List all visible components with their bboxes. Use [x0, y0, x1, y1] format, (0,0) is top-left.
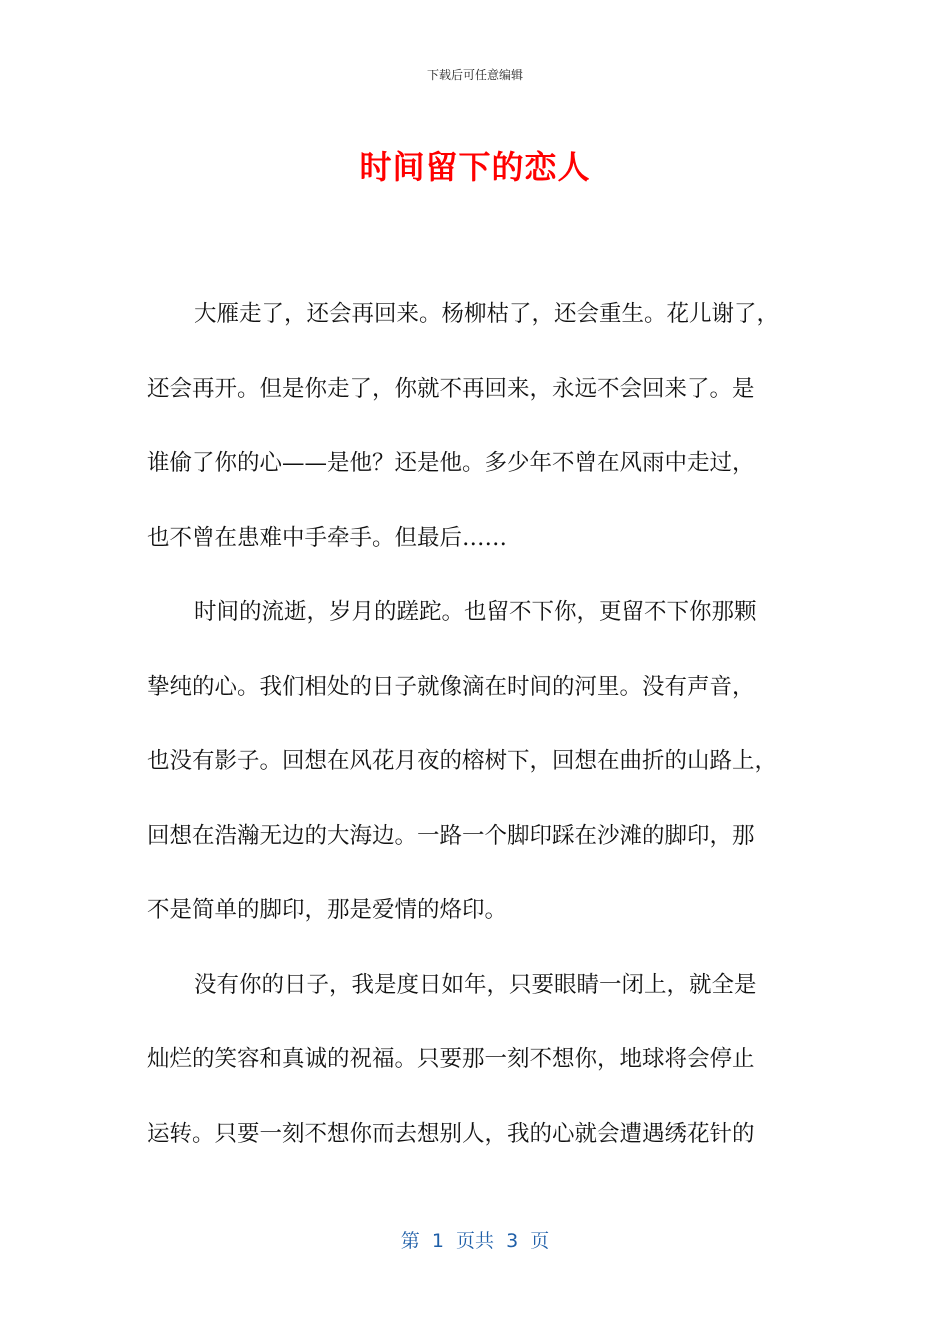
paragraph-2-line-3: 也没有影子。回想在风花月夜的榕树下，回想在曲折的山路上，: [147, 748, 778, 774]
paragraph-2-line-2: 挚纯的心。我们相处的日子就像滴在时间的河里。没有声音，: [147, 673, 755, 700]
paragraph-3-line-2: 灿烂的笑容和真诚的祝福。只要那一刻不想你，地球将会停止: [147, 1046, 755, 1072]
paragraph-1-line-2: 还会再开。但是你走了，你就不再回来，永远不会回来了。是: [147, 375, 755, 402]
paragraph-2-line-1: 时间的流逝，岁月的蹉跎。也留不下你，更留不下你那颗: [194, 599, 757, 625]
paragraph-1-line-1: 大雁走了，还会再回来。杨柳枯了，还会重生。花儿谢了，: [194, 301, 780, 327]
paragraph-1-line-4: 也不曾在患难中手牵手。但最后……: [147, 524, 508, 551]
page-number-footer: 第 1 页共 3 页: [400, 1230, 550, 1252]
paragraph-3-line-1: 没有你的日子，我是度日如年，只要眼睛一闭上，就全是: [194, 971, 757, 998]
paragraph-1-line-3: 谁偷了你的心——是他？还是他。多少年不曾在风雨中走过，: [147, 450, 755, 476]
document-body: [147, 277, 807, 1171]
document-title: 时间留下的恋人: [359, 148, 591, 186]
header-note: 下载后可任意编辑: [426, 68, 523, 82]
paragraph-2-line-5: 不是简单的脚印，那是爱情的烙印。: [147, 897, 508, 923]
paragraph-2-line-4: 回想在浩瀚无边的大海边。一路一个脚印踩在沙滩的脚印，那: [147, 822, 755, 849]
paragraph-3-line-3: 运转。只要一刻不想你而去想别人，我的心就会遭遇绣花针的: [147, 1120, 755, 1147]
